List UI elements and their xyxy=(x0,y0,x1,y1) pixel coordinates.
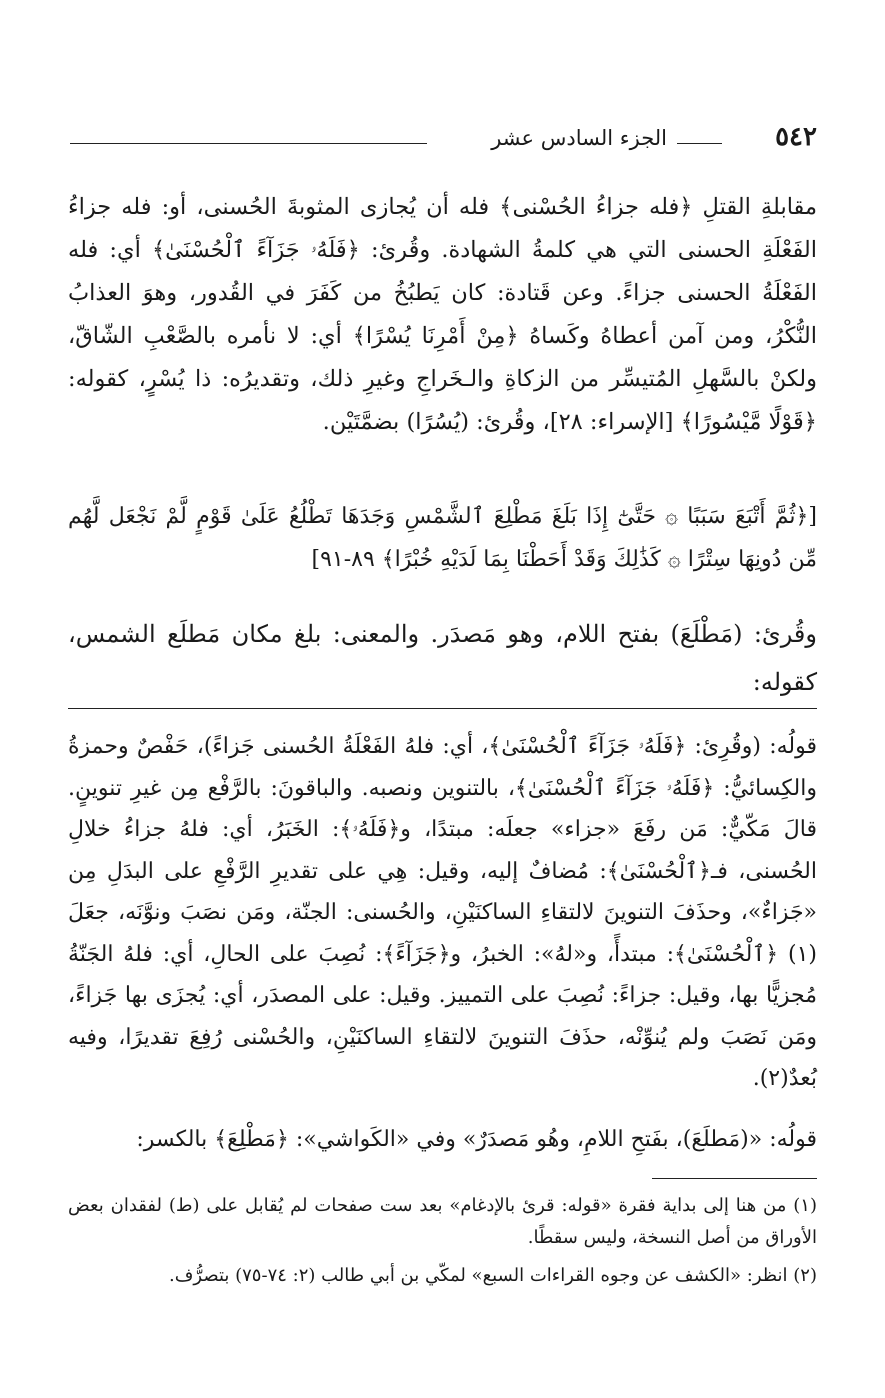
commentary-block-2 xyxy=(68,1118,817,1162)
quran-verse-block xyxy=(68,495,817,581)
page-header xyxy=(70,118,817,158)
commentary-separator xyxy=(68,708,817,709)
main-paragraph: مقابلةِ القتلِ ﴿فله جزاءُ الحُسْنى﴾ فله أن يُجازى المثوبةَ الحُسنى، أو: فله جزاءُ الفَعْلَةِ الحسنى التي هي كلمةُ الشهادة. وقُرئ: ﴿فَلَهُۥ جَزَآءً ٱلْحُسْنَىٰ﴾ أي: فله الفَعْلَةُ الحسنى جزاءً. وعن قَتادة: كان يَطبُخُ من كَفَرَ في القُدور، وهوَ العذابُ النُّكْرُ، ومن آمن أعطاهُ وكَساهُ ﴿مِنْ أَمْرِنَا يُسْرًا﴾ أي: لا نأمره بالصَّعْبِ الشّاقّ، ولكنْ بالسَّهلِ المُتيسِّر من الزكاةِ والـخَراجِ وغيرِ ذلك، وتقديرُه: ذا يُسْرٍ، كقوله: ﴿قَوْلًا مَّيْسُورًا﴾ [الإسراء: ٢٨]، وقُرئ: (يُسُرًا) بضمَّتَيْن. xyxy=(68,194,817,435)
commentary-paragraph-2: قولُه: «(مَطلَعَ)، بفَتحِ اللامِ، وهُو مَصدَرٌ» وفي «الكَواشي»: ﴿مَطْلِعَ﴾ بالكسر: xyxy=(136,1127,817,1152)
main-text-block-2 xyxy=(68,610,817,706)
commentary-block xyxy=(68,726,817,1100)
main-paragraph-2: وقُرئ: (مَطْلَعَ) بفتح اللام، وهو مَصدَر. والمعنى: بلغ مكان مَطلَع الشمس، كقوله: xyxy=(68,620,817,696)
footnote-2: (٢) انظر: «الكشف عن وجوه القراءات السبع» لمكّي بن أبي طالب (٢: ٧٤-٧٥) بتصرُّف. xyxy=(169,1265,817,1286)
footnotes xyxy=(68,1190,817,1298)
footnote-separator xyxy=(652,1178,817,1179)
header-rule xyxy=(70,143,427,144)
header-rule-short xyxy=(677,143,722,144)
main-text-block xyxy=(68,186,817,444)
page-number: ٥٤٢ xyxy=(775,122,817,152)
quran-verse: [﴿ثُمَّ أَتْبَعَ سَبَبًا ۞ حَتَّىٰٓ إِذَا بَلَغَ مَطْلِعَ ٱلشَّمْسِ وَجَدَهَا تَطْلُعُ عَلَىٰ قَوْمٍ لَّمْ نَجْعَل لَّهُم مِّن دُونِهَا سِتْرًا ۞ كَذَٰلِكَ وَقَدْ أَحَطْنَا بِمَا لَدَيْهِ خُبْرًا﴾ ٨٩-٩١] xyxy=(68,504,817,572)
commentary-paragraph: قولُه: (وقُرِئ: ﴿فَلَهُۥ جَزَآءً ٱلْحُسْنَىٰ﴾، أي: فلهُ الفَعْلَةُ الحُسنى جَزاءً)، حَفْصٌ وحمزةُ والكِسائيُّ: ﴿فَلَهُۥ جَزَآءً ٱلْحُسْنَىٰ﴾، بالتنوين ونصبه. والباقونَ: بالرَّفْع مِن غيرِ تنوينٍ. قالَ مَكّيٌّ: مَن رفَعَ «جزاء» جعلَه: مبتدًا، و﴿فَلَهُۥ﴾: الخَبَرُ، أي: فلهُ جزاءُ خلالِ الحُسنى، فـ﴿ٱلْحُسْنَىٰ﴾: مُضافٌ إليه، وقيل: هِي على تقديرِ الرَّفْعِ على البدَلِ مِن «جَزاءٌ»، وحذَفَ التنوينَ لالتقاءِ الساكنَيْنِ، والحُسنى: الجنّة، ومَن نصَبَ ونوَّنَه، جعَلَ (١) ﴿ٱلْحُسْنَىٰ﴾: مبتدأً، و«لهُ»: الخبرُ، و﴿جَزَآءً﴾: نُصِبَ على الحالِ، أي: فلهُ الجَنّةُ مُجزيًّا بها، وقيل: جزاءً: نُصِبَ على التمييز. وقيل: على المصدَر، أي: يُجزَى بها جَزاءً، ومَن نَصَبَ ولم يُنوِّنْه، حذَفَ التنوينَ لالتقاءِ الساكنَيْنِ، والحُسْنى رُفِعَ تقديرًا، وفيه بُعدٌ(٢). xyxy=(68,734,817,1091)
footnote-1: (١) من هنا إلى بداية فقرة «قوله: قرئ بالإدغام» بعد ست صفحات لم يُقابل على (ط) لفقدان بعض الأوراق من أصل النسخة، وليس سقطًا. xyxy=(68,1195,817,1248)
running-title: الجزء السادس عشر xyxy=(491,126,667,150)
